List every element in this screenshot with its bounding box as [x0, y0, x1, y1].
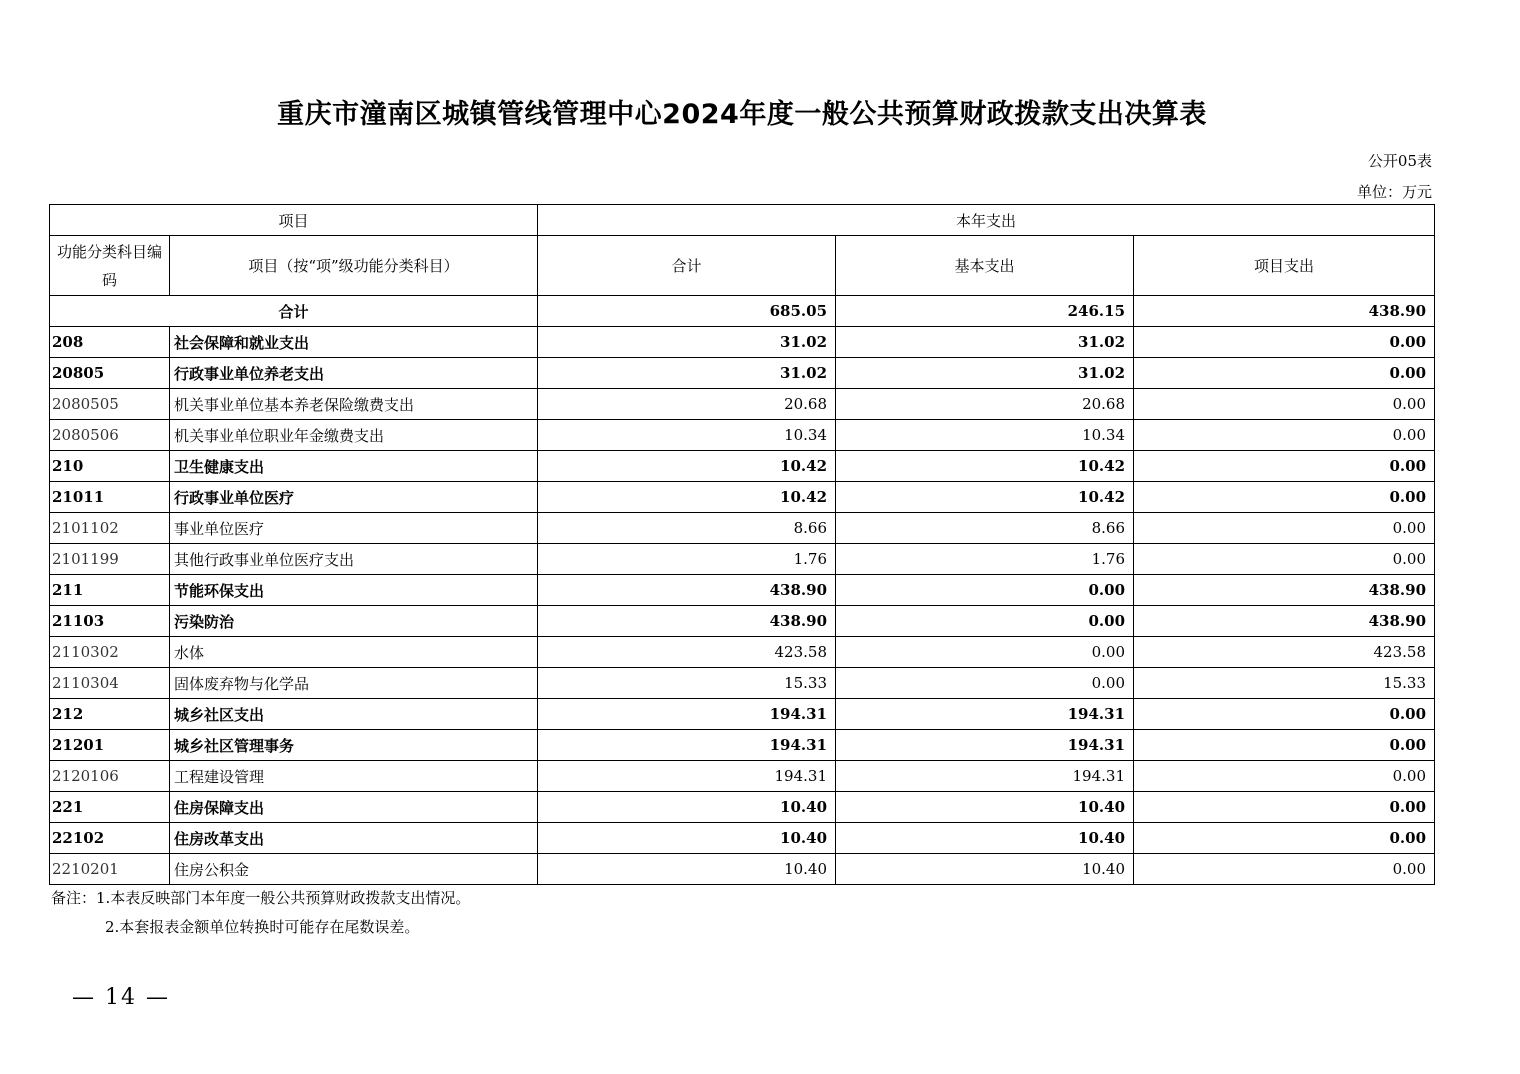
row-code: 2110304 — [50, 668, 170, 699]
page-title: 重庆市潼南区城镇管线管理中心2024年度一般公共预算财政拨款支出决算表 — [277, 99, 1207, 130]
header-project-group: 项目 — [50, 205, 538, 236]
row-name: 城乡社区支出 — [170, 699, 538, 730]
row-project: 0.00 — [1134, 761, 1435, 792]
row-name: 城乡社区管理事务 — [170, 730, 538, 761]
table-row — [50, 451, 1435, 482]
row-project: 438.90 — [1134, 575, 1435, 606]
row-name: 事业单位医疗 — [170, 513, 538, 544]
row-basic: 31.02 — [836, 327, 1134, 358]
row-total: 194.31 — [538, 699, 836, 730]
row-name: 固体废弃物与化学品 — [170, 668, 538, 699]
row-name: 水体 — [170, 637, 538, 668]
row-name: 机关事业单位基本养老保险缴费支出 — [170, 389, 538, 420]
table-row — [50, 327, 1435, 358]
header-code: 功能分类科目编码 — [50, 236, 170, 296]
row-project: 0.00 — [1134, 327, 1435, 358]
row-code: 2110302 — [50, 637, 170, 668]
row-total: 20.68 — [538, 389, 836, 420]
header-basic: 基本支出 — [836, 236, 1134, 296]
row-code: 2080505 — [50, 389, 170, 420]
row-code: 211 — [50, 575, 170, 606]
header-total: 合计 — [538, 236, 836, 296]
row-project: 0.00 — [1134, 730, 1435, 761]
row-total: 10.42 — [538, 451, 836, 482]
table-row — [50, 823, 1435, 854]
row-basic: 10.42 — [836, 482, 1134, 513]
row-name: 住房保障支出 — [170, 792, 538, 823]
row-basic: 8.66 — [836, 513, 1134, 544]
row-total: 10.40 — [538, 823, 836, 854]
row-code: 2101102 — [50, 513, 170, 544]
row-project: 0.00 — [1134, 420, 1435, 451]
row-project: 0.00 — [1134, 482, 1435, 513]
row-name: 住房改革支出 — [170, 823, 538, 854]
row-project: 0.00 — [1134, 792, 1435, 823]
row-total: 10.40 — [538, 854, 836, 885]
row-project: 0.00 — [1134, 699, 1435, 730]
row-basic: 10.34 — [836, 420, 1134, 451]
row-code: 221 — [50, 792, 170, 823]
table-row — [50, 637, 1435, 668]
table-row — [50, 513, 1435, 544]
table-row — [50, 482, 1435, 513]
table-row — [50, 854, 1435, 885]
row-code: 2101199 — [50, 544, 170, 575]
row-basic: 10.40 — [836, 823, 1134, 854]
row-basic: 0.00 — [836, 668, 1134, 699]
row-project: 0.00 — [1134, 544, 1435, 575]
note-2: 2.本套报表金额单位转换时可能存在尾数误差。 — [105, 918, 420, 936]
row-basic: 194.31 — [836, 699, 1134, 730]
row-name: 卫生健康支出 — [170, 451, 538, 482]
row-code: 21103 — [50, 606, 170, 637]
table-row — [50, 668, 1435, 699]
row-code: 2120106 — [50, 761, 170, 792]
row-total: 194.31 — [538, 761, 836, 792]
row-name: 行政事业单位养老支出 — [170, 358, 538, 389]
row-code: 21201 — [50, 730, 170, 761]
row-code: 2080506 — [50, 420, 170, 451]
table-row — [50, 420, 1435, 451]
header-current-year: 本年支出 — [538, 205, 1435, 236]
row-code: 210 — [50, 451, 170, 482]
table-row — [50, 699, 1435, 730]
row-total: 194.31 — [538, 730, 836, 761]
row-project: 15.33 — [1134, 668, 1435, 699]
row-basic: 194.31 — [836, 730, 1134, 761]
row-code: 212 — [50, 699, 170, 730]
row-project: 423.58 — [1134, 637, 1435, 668]
row-basic: 194.31 — [836, 761, 1134, 792]
row-basic: 0.00 — [836, 575, 1134, 606]
row-code: 21011 — [50, 482, 170, 513]
row-code: 2210201 — [50, 854, 170, 885]
table-row — [50, 792, 1435, 823]
row-total: 438.90 — [538, 575, 836, 606]
table-row — [50, 389, 1435, 420]
row-name: 住房公积金 — [170, 854, 538, 885]
table-row — [50, 730, 1435, 761]
row-basic: 1.76 — [836, 544, 1134, 575]
row-name: 机关事业单位职业年金缴费支出 — [170, 420, 538, 451]
row-name: 工程建设管理 — [170, 761, 538, 792]
total-basic: 246.15 — [836, 296, 1134, 327]
row-code: 22102 — [50, 823, 170, 854]
note-1: 备注：1.本表反映部门本年度一般公共预算财政拨款支出情况。 — [51, 889, 471, 907]
table-row — [50, 544, 1435, 575]
total-sum: 685.05 — [538, 296, 836, 327]
table-row — [50, 606, 1435, 637]
row-name: 污染防治 — [170, 606, 538, 637]
form-number: 公开05表 — [1367, 152, 1432, 170]
row-project: 0.00 — [1134, 513, 1435, 544]
table-row — [50, 761, 1435, 792]
row-basic: 0.00 — [836, 606, 1134, 637]
row-name: 节能环保支出 — [170, 575, 538, 606]
row-total: 10.34 — [538, 420, 836, 451]
row-total: 15.33 — [538, 668, 836, 699]
row-basic: 0.00 — [836, 637, 1134, 668]
table-row — [50, 358, 1435, 389]
page-number: — 14 — — [72, 985, 170, 1010]
row-project: 0.00 — [1134, 358, 1435, 389]
row-total: 1.76 — [538, 544, 836, 575]
row-basic: 10.42 — [836, 451, 1134, 482]
row-project: 0.00 — [1134, 854, 1435, 885]
row-name: 其他行政事业单位医疗支出 — [170, 544, 538, 575]
row-project: 0.00 — [1134, 451, 1435, 482]
header-project: 项目支出 — [1134, 236, 1435, 296]
header-name: 项目（按“项”级功能分类科目） — [170, 236, 538, 296]
row-basic: 10.40 — [836, 854, 1134, 885]
row-total: 31.02 — [538, 327, 836, 358]
unit-label: 单位：万元 — [1356, 183, 1432, 201]
row-total: 10.42 — [538, 482, 836, 513]
row-code: 208 — [50, 327, 170, 358]
row-code: 20805 — [50, 358, 170, 389]
row-total: 31.02 — [538, 358, 836, 389]
total-label: 合计 — [50, 296, 538, 327]
total-project: 438.90 — [1134, 296, 1435, 327]
table-row — [50, 575, 1435, 606]
row-project: 0.00 — [1134, 823, 1435, 854]
row-project: 438.90 — [1134, 606, 1435, 637]
row-total: 10.40 — [538, 792, 836, 823]
row-basic: 10.40 — [836, 792, 1134, 823]
row-total: 423.58 — [538, 637, 836, 668]
expenditure-table — [49, 204, 1435, 885]
row-total: 438.90 — [538, 606, 836, 637]
row-project: 0.00 — [1134, 389, 1435, 420]
row-total: 8.66 — [538, 513, 836, 544]
row-name: 社会保障和就业支出 — [170, 327, 538, 358]
row-name: 行政事业单位医疗 — [170, 482, 538, 513]
row-basic: 31.02 — [836, 358, 1134, 389]
row-basic: 20.68 — [836, 389, 1134, 420]
total-row — [50, 296, 1435, 327]
